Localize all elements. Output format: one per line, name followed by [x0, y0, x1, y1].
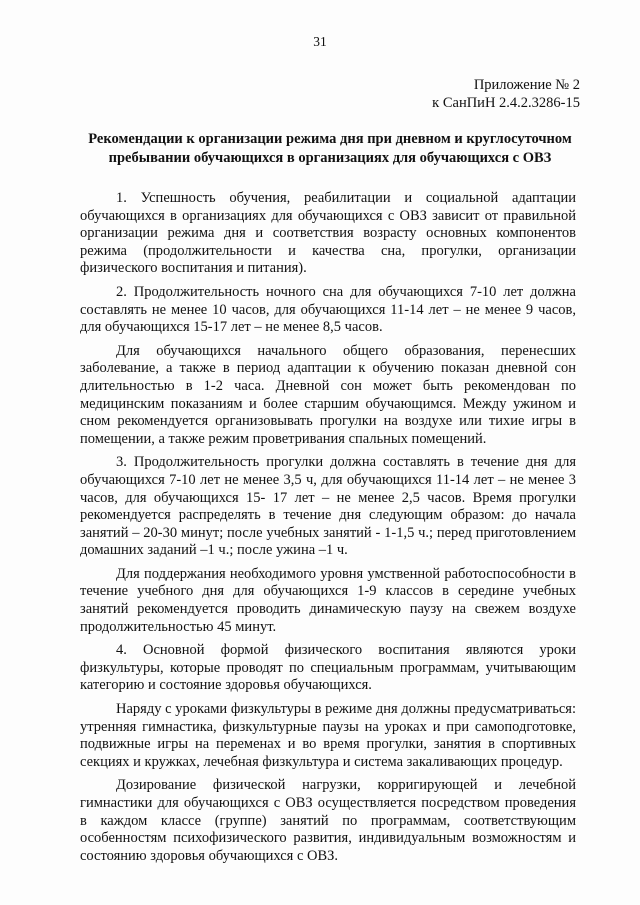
paragraph-6: 4. Основной формой физического воспитания являются уроки физкультуры, которые проводят по специальным программам, учитывающим категорию и состояние здоровья обучающихся. [80, 642, 576, 694]
document-body [80, 190, 576, 871]
paragraph-1: 1. Успешность обучения, реабилитации и социальной адаптации обучающихся в организациях для обучающихся с ОВЗ зависит от правильной организации режима дня и соответствия возрасту основных компонентов режима (продолжительности и качества сна, прогулки, организации физического воспитания и питания). [80, 190, 576, 277]
appendix-line-2: к СанПиН 2.4.2.3286-15 [432, 95, 580, 111]
document-title: Рекомендации к организации режима дня при дневном и круглосуточном пребывании обучающихся в организациях для обучающихся с ОВЗ [88, 131, 572, 166]
paragraph-5: Для поддержания необходимого уровня умственной работоспособности в течение учебного дня для обучающихся 1-9 классов в середине учебных занятий рекомендуется проводить динамическую паузу на свежем воздухе продолжительностью 45 минут. [80, 565, 576, 635]
paragraph-2: 2. Продолжительность ночного сна для обучающихся 7-10 лет должна составлять не менее 10 часов, для обучающихся 11-14 лет – не менее 9 часов, для обучающихся 15-17 лет – не менее 8,5 часов. [80, 283, 576, 336]
appendix-reference [432, 76, 580, 112]
page-number: 31 [313, 34, 327, 49]
paragraph-8: Дозирование физической нагрузки, корригирующей и лечебной гимнастики для обучающихся с ОВЗ осуществляется посредством проведения в каждом классе (группе) занятий по программам, соответствующим особенностям психофизического развития, индивидуальным возможностям и состоянию здоровья обучающихся с ОВЗ. [80, 777, 576, 864]
appendix-line-1: Приложение № 2 [473, 77, 580, 93]
paragraph-3: Для обучающихся начального общего образования, перенесших заболевание, а также в период адаптации к обучению показан дневной сон длительностью в 1-2 часа. Дневной сон может быть рекомендован по медицинским показаниям и более старшим обучающимся. Между ужином и сном рекомендуется организовывать прогулки на воздухе или тихие игры в помещении, а также режим проветривания спальных помещений. [80, 342, 576, 447]
paragraph-7: Наряду с уроками физкультуры в режиме дня должны предусматриваться: утренняя гимнастика, физкультурные паузы на уроках и при самоподготовке, подвижные игры на переменах и во время прогулки, занятия в спортивных секциях и кружках, лечебная физкультура и система закаливающих процедур. [80, 701, 576, 770]
paragraph-4: 3. Продолжительность прогулки должна составлять в течение дня для обучающихся 7-10 лет не менее 3,5 ч, для обучающихся 11-14 лет – не менее 3 часов, для обучающихся 15- 17 лет – не менее 2,5 часов. Время прогулки рекомендуется распределять в течение дня следующим образом: до начала занятий – 20-30 минут; после учебных занятий - 1-1,5 ч.; перед приготовлением домашних заданий –1 ч.; после ужина –1 ч. [80, 454, 576, 559]
